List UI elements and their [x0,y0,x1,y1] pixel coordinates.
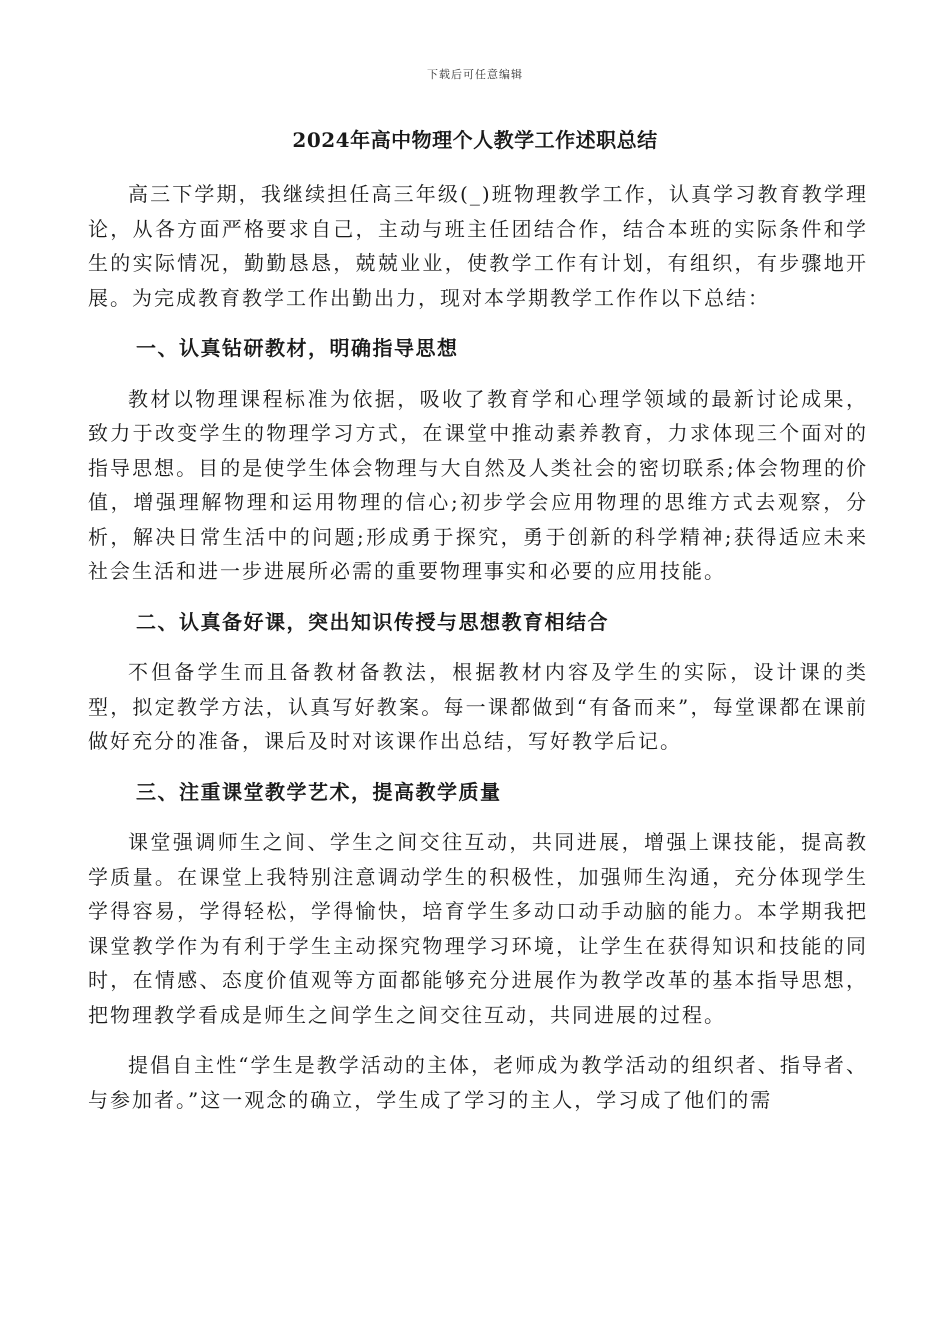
section-paragraph: 教材以物理课程标准为依据，吸收了教育学和心理学领域的最新讨论成果，致力于改变学生的物理学习方式，在课堂中推动素养教育，力求体现三个面对的指导思想。目的是使学生体会物理与大自然及人类社会的密切联系;体会物理的价值，增强理解物理和运用物理的信心;初步学会应用物理的思维方式去观察，分析，解决日常生活中的问题;形成勇于探究，勇于创新的科学精神;获得适应未来社会生活和进一步进展所必需的重要物理事实和必要的应用技能。 [88,386,868,583]
section-heading: 三、注重课堂教学艺术，提高教学质量 [136,779,502,804]
section-heading: 二、认真备好课，突出知识传授与思想教育相结合 [136,609,609,634]
document-title: 2024年高中物理个人教学工作述职总结 [292,128,658,152]
intro-paragraph: 高三下学期，我继续担任高三年级(_)班物理教学工作，认真学习教育教学理论，从各方面严格要求自己，主动与班主任团结合作，结合本班的实际条件和学生的实际情况，勤勤恳恳，兢兢业业，使教学工作有计划，有组织，有步骤地开展。为完成教育教学工作出勤出力，现对本学期教学工作作以下总结： [88,182,868,310]
section-2 [88,605,868,759]
section-paragraph: 课堂强调师生之间、学生之间交往互动，共同进展，增强上课技能，提高教学质量。在课堂上我特别注意调动学生的积极性，加强师生沟通，充分体现学生学得容易，学得轻松，学得愉快，培育学生多动口动手动脑的能力。本学期我把课堂教学作为有利于学生主动探究物理学习环境，让学生在获得知识和技能的同时，在情感、态度价值观等方面都能够充分进展作为教学改革的基本指导思想，把物理教学看成是师生之间学生之间交往互动，共同进展的过程。 [88,830,868,1027]
section-paragraph: 不但备学生而且备教材备教法，根据教材内容及学生的实际，设计课的类型，拟定教学方法，认真写好教案。每一课都做到“有备而来”，每堂课都在课前做好充分的准备，课后及时对该课作出总结，写好教学后记。 [88,660,868,753]
header-note: 下载后可任意编辑 [427,68,523,81]
section-heading: 一、认真钻研教材，明确指导思想 [136,336,459,360]
section-1 [88,331,868,589]
document-body [88,177,868,1133]
section-3 [88,775,868,1118]
section-paragraph: 提倡自主性“学生是教学活动的主体，老师成为教学活动的组织者、指导者、与参加者。”这一观念的确立，学生成了学习的主人，学习成了他们的需 [88,1053,868,1112]
